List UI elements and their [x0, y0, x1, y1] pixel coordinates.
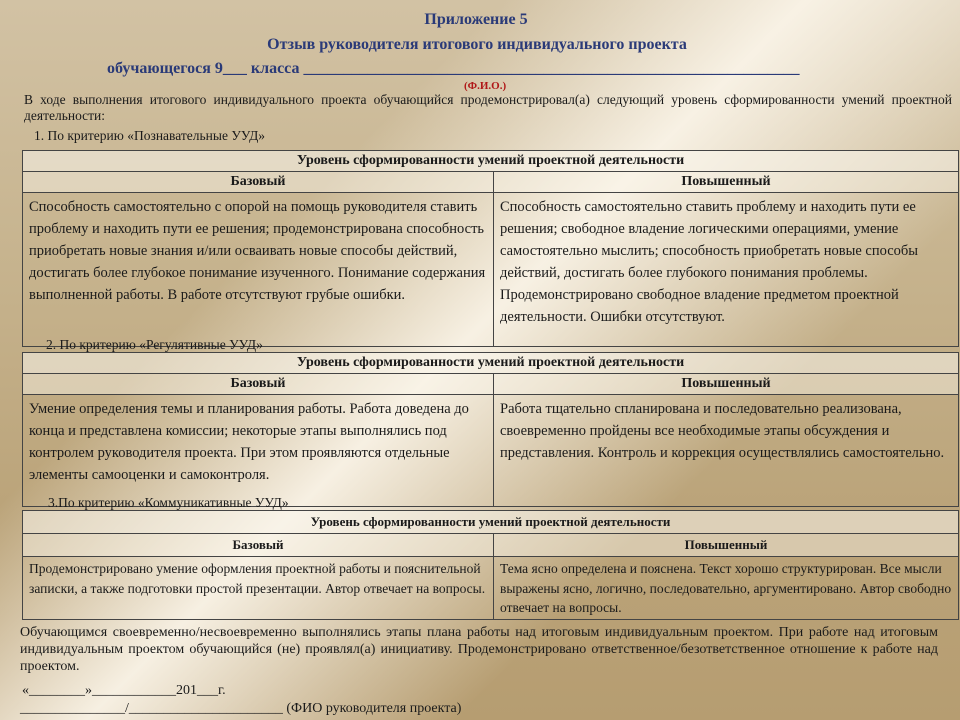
intro-paragraph: В ходе выполнения итогового индивидуального проекта обучающийся продемонстрировал(а) следующий уровень сформированности умений проектной деятельности: — [24, 92, 952, 123]
table-title: Уровень сформированности умений проектной деятельности — [23, 353, 959, 374]
criterion-table-communicative — [22, 510, 959, 620]
column-header-basic: Базовый — [23, 374, 494, 395]
advanced-level-text: Работа тщательно спланирована и последовательно реализована, своевременно пройдены все необходимые этапы обсуждения и представления. Контроль и коррекция осуществлялись самостоятельно. — [494, 395, 959, 507]
date-line: «________»____________201___г. — [22, 683, 226, 698]
closing-paragraph: Обучающимся своевременно/несвоевременно выполнялись этапы плана работы над итоговым индивидуальным проектом. При работе над итоговым индивидуальным проектом обучающийся (не) проявлял(а) инициативу. Продемонстрировано ответственное/безответственное отношение к работе над проектом. — [20, 625, 938, 674]
document-title: Отзыв руководителя итогового индивидуального проекта — [267, 36, 687, 53]
advanced-level-text: Способность самостоятельно ставить проблему и находить пути ее решения; свободное владение логическими операциями, умение самостоятельно мыслить; способность приобретать новые способы действий, достигать более глубокого понимания проблемы. Продемонстрировано свободное владение предметом проектной деятельности. Ошибки отсутствуют. — [494, 193, 959, 347]
advanced-level-text: Тема ясно определена и пояснена. Текст хорошо структурирован. Все мысли выражены ясно, логично, последовательно, аргументировано. Автор свободно отвечает на вопросы. — [494, 557, 959, 620]
column-header-basic: Базовый — [23, 172, 494, 193]
basic-level-text: Продемонстрировано умение оформления проектной работы и пояснительной записки, а также подготовки простой презентации. Автор отвечает на вопросы. — [23, 557, 494, 620]
column-header-advanced: Повышенный — [494, 172, 959, 193]
column-header-advanced: Повышенный — [494, 534, 959, 557]
criterion-label-regulatory: 2. По критерию «Регулятивные УУД» — [46, 337, 263, 352]
basic-level-text: Умение определения темы и планирования работы. Работа доведена до конца и представлена комиссии; некоторые этапы выполнялись под контролем руководителя проекта. При этом проявляются отдельные элементы самооценки и самоконтроля. — [23, 395, 494, 507]
criterion-table-cognitive — [22, 150, 959, 347]
criterion-table-regulatory — [22, 352, 959, 507]
basic-level-text: Способность самостоятельно с опорой на помощь руководителя ставить проблему и находить пути ее решения; продемонстрирована способность приобретать новые знания и/или осваивать новые способы действий, достигать более глубокое понимание изученного. Понимание содержания выполненной работы. В работе отсутствуют грубые ошибки. — [23, 193, 494, 347]
signature-line: _______________/______________________ (ФИО руководителя проекта) — [20, 701, 462, 716]
criterion-label-cognitive: 1. По критерию «Познавательные УУД» — [34, 128, 266, 143]
table-title: Уровень сформированности умений проектной деятельности — [23, 151, 959, 172]
criterion-label-communicative: 3.По критерию «Коммуникативные УУД» — [48, 495, 289, 510]
column-header-advanced: Повышенный — [494, 374, 959, 395]
fio-hint: (Ф.И.О.) — [464, 80, 507, 92]
student-class-line: обучающегося 9___ класса ______________________________________________________________ — [107, 60, 800, 77]
column-header-basic: Базовый — [23, 534, 494, 557]
table-title: Уровень сформированности умений проектной деятельности — [23, 511, 959, 534]
appendix-label: Приложение 5 — [424, 11, 528, 28]
